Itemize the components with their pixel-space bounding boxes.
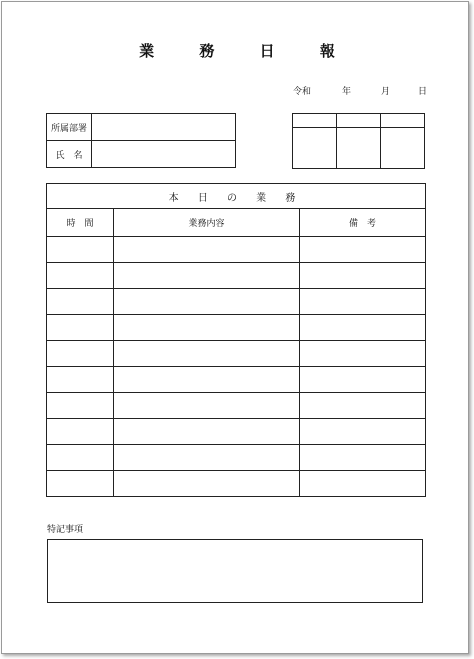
table-row bbox=[47, 393, 426, 419]
table-row bbox=[47, 341, 426, 367]
remarks-cell[interactable] bbox=[300, 393, 426, 419]
page-title: 業 務 日 報 bbox=[139, 42, 355, 60]
time-cell[interactable] bbox=[47, 289, 114, 315]
remarks-cell[interactable] bbox=[300, 367, 426, 393]
remarks-cell[interactable] bbox=[300, 237, 426, 263]
time-cell[interactable] bbox=[47, 315, 114, 341]
task-cell[interactable] bbox=[114, 471, 300, 497]
table-row bbox=[47, 419, 426, 445]
department-label: 所属部署 bbox=[47, 114, 92, 141]
time-cell[interactable] bbox=[47, 341, 114, 367]
table-row bbox=[47, 445, 426, 471]
task-cell[interactable] bbox=[114, 237, 300, 263]
stamp-cell[interactable] bbox=[337, 128, 381, 169]
date-day: 日 bbox=[418, 87, 428, 97]
remarks-cell[interactable] bbox=[300, 341, 426, 367]
task-cell[interactable] bbox=[114, 315, 300, 341]
time-cell[interactable] bbox=[47, 445, 114, 471]
task-cell[interactable] bbox=[114, 419, 300, 445]
remarks-cell[interactable] bbox=[300, 289, 426, 315]
task-cell[interactable] bbox=[114, 263, 300, 289]
date-month: 月 bbox=[381, 87, 391, 97]
table-row bbox=[47, 367, 426, 393]
stamp-header-cell bbox=[293, 114, 337, 128]
stamp-header-cell bbox=[337, 114, 381, 128]
remarks-cell[interactable] bbox=[300, 419, 426, 445]
date-year: 年 bbox=[342, 87, 352, 97]
remarks-cell[interactable] bbox=[300, 315, 426, 341]
daily-work-table bbox=[46, 183, 426, 497]
stamp-header-cell bbox=[381, 114, 425, 128]
work-table-caption: 本 日 の 業 務 bbox=[47, 184, 426, 209]
department-field[interactable] bbox=[92, 114, 236, 141]
employee-info-table bbox=[46, 113, 236, 168]
table-row bbox=[47, 263, 426, 289]
notes-field[interactable] bbox=[47, 539, 423, 603]
name-label: 氏 名 bbox=[47, 141, 92, 168]
task-cell[interactable] bbox=[114, 445, 300, 471]
time-cell[interactable] bbox=[47, 419, 114, 445]
stamp-cell[interactable] bbox=[381, 128, 425, 169]
table-row bbox=[47, 237, 426, 263]
time-cell[interactable] bbox=[47, 471, 114, 497]
task-cell[interactable] bbox=[114, 393, 300, 419]
stamp-cell[interactable] bbox=[293, 128, 337, 169]
column-header-remarks: 備 考 bbox=[300, 209, 426, 237]
remarks-cell[interactable] bbox=[300, 471, 426, 497]
table-row bbox=[47, 289, 426, 315]
column-header-task: 業務内容 bbox=[114, 209, 300, 237]
table-row bbox=[47, 471, 426, 497]
work-rows bbox=[47, 237, 426, 497]
name-field[interactable] bbox=[92, 141, 236, 168]
remarks-cell[interactable] bbox=[300, 445, 426, 471]
task-cell[interactable] bbox=[114, 341, 300, 367]
table-row bbox=[47, 315, 426, 341]
remarks-cell[interactable] bbox=[300, 263, 426, 289]
time-cell[interactable] bbox=[47, 263, 114, 289]
column-header-time: 時 間 bbox=[47, 209, 114, 237]
task-cell[interactable] bbox=[114, 289, 300, 315]
task-cell[interactable] bbox=[114, 367, 300, 393]
notes-label: 特記事項 bbox=[47, 525, 84, 535]
time-cell[interactable] bbox=[47, 393, 114, 419]
time-cell[interactable] bbox=[47, 367, 114, 393]
date-era: 令和 bbox=[293, 87, 312, 97]
time-cell[interactable] bbox=[47, 237, 114, 263]
approval-stamp-table bbox=[292, 113, 425, 169]
